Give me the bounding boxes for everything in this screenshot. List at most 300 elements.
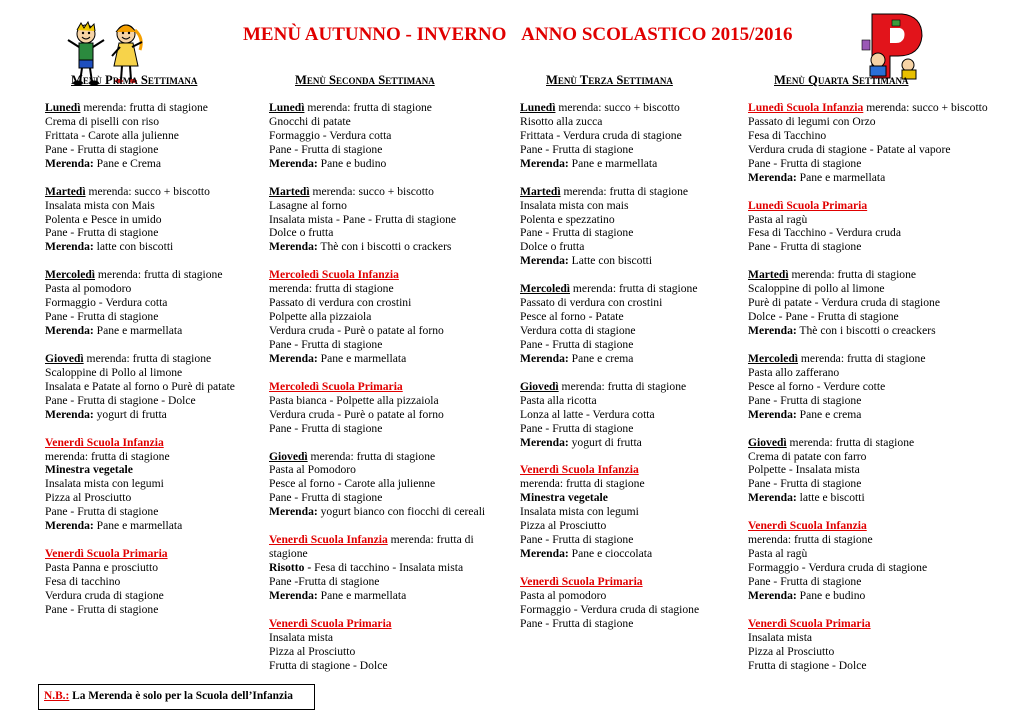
menu-line-text: Pane - Frutta di stagione (520, 616, 634, 630)
menu-line-text: Fesa di tacchino - Insalata mista (311, 561, 464, 575)
menu-line-text: Polenta e spezzatino (520, 212, 615, 226)
menu-line (45, 199, 300, 213)
menu-line (748, 547, 1003, 561)
menu-line-text: Pane e crema (568, 351, 634, 365)
menu-line (748, 659, 1003, 673)
menu-line (45, 296, 300, 310)
week-heading: Menù Prima Settimana (71, 73, 198, 87)
day-header-line (269, 268, 524, 282)
menu-line-text: Pane e marmellata (93, 324, 183, 338)
menu-line (269, 129, 524, 143)
menu-line-text: latte e biscotti (796, 491, 865, 505)
menu-line-text: Scaloppine di pollo al limone (748, 282, 885, 296)
menu-line-text: Pane -Frutta di stagione (269, 575, 380, 589)
day-snack-note: merenda: frutta di stagione (80, 100, 208, 114)
menu-line-text: Gnocchi di patate (269, 114, 351, 128)
menu-line (269, 296, 524, 310)
day-block (269, 185, 524, 255)
day-snack-note: merenda: succo + biscotto (85, 184, 210, 198)
menu-line-text: Pane - Frutta di stagione (45, 602, 159, 616)
day-header-line (45, 185, 300, 199)
menu-line-text: Pasta allo zafferano (748, 365, 840, 379)
menu-line-text: Pane - Frutta di stagione (748, 156, 862, 170)
day-name: Martedì (45, 184, 86, 198)
menu-line-text: Pane - Frutta di stagione (520, 421, 634, 435)
menu-line (269, 213, 524, 227)
day-header-line (748, 436, 1003, 450)
day-block (269, 450, 524, 520)
day-block (748, 436, 1003, 506)
menu-line-text: Pizza al Prosciutto (748, 644, 835, 658)
day-block (45, 547, 300, 617)
menu-line (45, 143, 300, 157)
menu-line (269, 547, 524, 561)
menu-line (269, 310, 524, 324)
menu-line-text: Crema di piselli con riso (45, 114, 159, 128)
menu-line (520, 617, 775, 631)
day-snack-note: merenda: succo + biscotto (863, 100, 988, 114)
day-block (269, 380, 524, 436)
menu-line (520, 226, 775, 240)
day-block (520, 101, 775, 171)
menu-line-text: Pesce al forno - Verdure cotte (748, 379, 886, 393)
menu-line (45, 213, 300, 227)
menu-line (269, 240, 524, 254)
day-block (520, 380, 775, 450)
menu-line-text: Pasta al pomodoro (45, 282, 132, 296)
menu-line-label: Merenda: (45, 324, 94, 338)
menu-line (45, 463, 300, 477)
day-block (45, 101, 300, 171)
week-heading: Menù Quarta Settimana (774, 73, 909, 87)
menu-line (45, 157, 300, 171)
menu-line (269, 394, 524, 408)
menu-line-label: Merenda: (520, 547, 569, 561)
menu-line-text: Frutta di stagione - Dolce (748, 658, 867, 672)
day-name: Lunedì (520, 100, 556, 114)
day-block (520, 575, 775, 631)
menu-line-text: merenda: frutta di stagione (269, 282, 394, 296)
day-snack-note: merenda: succo + biscotto (309, 184, 434, 198)
menu-line-text: Pane - Frutta di stagione (520, 338, 634, 352)
menu-line-text: Passato di legumi con Orzo (748, 114, 876, 128)
day-name: Venerdì Scuola Infanzia (269, 533, 388, 547)
menu-line (269, 115, 524, 129)
menu-line (45, 519, 300, 533)
menu-line (520, 338, 775, 352)
menu-line (45, 226, 300, 240)
menu-line-text: Pane - Frutta di stagione (520, 142, 634, 156)
menu-line (269, 338, 524, 352)
day-header-line (748, 519, 1003, 533)
day-name: Martedì (520, 184, 561, 198)
menu-line (45, 589, 300, 603)
menu-line (748, 589, 1003, 603)
day-name: Mercoledì (520, 282, 571, 296)
menu-line (269, 463, 524, 477)
day-header-line (269, 617, 524, 631)
day-header-line (520, 101, 775, 115)
menu-line-text: Formaggio - Verdura cotta (269, 128, 392, 142)
menu-line (45, 129, 300, 143)
day-name: Lunedì Scuola Primaria (748, 198, 868, 212)
menu-line-text: Pane - Frutta di stagione (269, 421, 383, 435)
menu-line (520, 157, 775, 171)
menu-line (520, 310, 775, 324)
menu-line (748, 491, 1003, 505)
menu-line (269, 324, 524, 338)
menu-line (269, 491, 524, 505)
menu-line-text: Frittata - Verdura cruda di stagione (520, 128, 682, 142)
menu-line-text: Fesa di Tacchino (748, 128, 827, 142)
menu-line (520, 240, 775, 254)
menu-line-text: Verdura cruda di stagione - Patate al vapore (748, 142, 951, 156)
menu-line-text: Pasta bianca - Polpette alla pizzaiola (269, 393, 439, 407)
menu-line (269, 282, 524, 296)
day-name: Giovedì (748, 435, 787, 449)
menu-line (269, 589, 524, 603)
menu-line (45, 115, 300, 129)
day-snack-note: merenda: frutta di stagione (786, 435, 915, 449)
page-title (243, 24, 792, 46)
menu-line (520, 408, 775, 422)
menu-line-text: Insalata mista - Pane - Frutta di stagione (269, 212, 457, 226)
menu-line-text: Verdura cruda - Purè o patate al forno (269, 407, 444, 421)
day-snack-note: merenda: frutta di stagione (788, 268, 917, 282)
menu-line-text: Fesa di tacchino (45, 575, 121, 589)
day-snack-note: merenda: frutta di stagione (304, 100, 432, 114)
menu-line-text: yogurt di frutta (568, 435, 642, 449)
menu-line-label: Merenda: (269, 156, 318, 170)
menu-line (45, 603, 300, 617)
menu-line (748, 115, 1003, 129)
menu-line-label: Merenda: (45, 519, 94, 533)
day-block (45, 268, 300, 338)
menu-line (520, 115, 775, 129)
menu-line (269, 645, 524, 659)
menu-line-text: Pane e Crema (93, 156, 162, 170)
menu-line (45, 240, 300, 254)
day-header-line (748, 617, 1003, 631)
menu-line-text: yogurt bianco con fiocchi di cereali (317, 505, 486, 519)
menu-line (269, 659, 524, 673)
menu-line (520, 296, 775, 310)
day-name: Mercoledì Scuola Primaria (269, 379, 403, 393)
menu-line-text: Pane - Frutta di stagione (269, 491, 383, 505)
menu-line-label: Merenda: (520, 156, 569, 170)
menu-line (748, 408, 1003, 422)
day-block (748, 352, 1003, 422)
day-name: Mercoledì (748, 351, 799, 365)
menu-line (748, 296, 1003, 310)
day-header-line (269, 101, 524, 115)
menu-line (520, 213, 775, 227)
menu-line-text: Pane e marmellata (317, 589, 407, 602)
menu-line-text: merenda: frutta di stagione (748, 533, 873, 547)
menu-line (520, 324, 775, 338)
menu-line (748, 282, 1003, 296)
day-header-line (748, 101, 1003, 115)
menu-line-text: Pane - Frutta di stagione (748, 393, 862, 407)
day-header-line (269, 380, 524, 394)
menu-line-text: Pane - Frutta di stagione (269, 338, 383, 352)
menu-line (520, 519, 775, 533)
menu-line (520, 129, 775, 143)
menu-line (269, 157, 524, 171)
menu-line-text: merenda: frutta di stagione (520, 477, 645, 491)
menu-line-label: Merenda: (748, 407, 797, 421)
menu-line-text: merenda: frutta di stagione (45, 449, 170, 463)
menu-line-text: Pesce al forno - Patate (520, 310, 624, 324)
menu-line (748, 366, 1003, 380)
menu-line (748, 561, 1003, 575)
menu-line-text: Pasta al ragù (748, 212, 808, 226)
menu-line-label: Merenda: (45, 240, 94, 254)
letter-p-clipart-logo (858, 10, 928, 82)
day-name: Venerdì Scuola Infanzia (45, 435, 164, 449)
menu-line (520, 254, 775, 268)
menu-line (45, 282, 300, 296)
menu-line (520, 603, 775, 617)
menu-line-text: Frutta di stagione - Dolce (269, 658, 388, 672)
menu-line (520, 143, 775, 157)
menu-line-text: Pizza al Prosciutto (520, 519, 607, 533)
menu-line (520, 589, 775, 603)
menu-line-label: Merenda: (269, 351, 318, 365)
day-header-line (45, 547, 300, 561)
menu-line (748, 394, 1003, 408)
menu-line (748, 324, 1003, 338)
menu-line (269, 477, 524, 491)
title-main: MENÙ AUTUNNO - INVERNO (243, 24, 507, 45)
menu-line-text: Pasta al Pomodoro (269, 463, 356, 477)
menu-line-text: Pizza al Prosciutto (269, 644, 356, 658)
menu-line (748, 645, 1003, 659)
day-snack-note: merenda: frutta di stagione (83, 351, 212, 365)
menu-line (520, 422, 775, 436)
day-name: Martedì (269, 184, 310, 198)
day-snack-note: merenda: frutta di stagione (558, 379, 687, 393)
menu-line-text: Pane e marmellata (796, 170, 886, 184)
menu-line-text: Dolce o frutta (269, 226, 334, 240)
day-snack-note: merenda: frutta di stagione (560, 184, 689, 198)
day-name: Venerdì Scuola Primaria (748, 616, 871, 630)
day-header-line (520, 463, 775, 477)
day-snack-note: merenda: frutta di stagione (570, 282, 698, 296)
menu-line (748, 380, 1003, 394)
menu-line-text: Pane - Frutta di stagione - Dolce (45, 393, 196, 407)
menu-line-text: Insalata mista con Mais (45, 198, 155, 212)
day-header-line (269, 450, 524, 464)
menu-line-text: Pane - Frutta di stagione (748, 575, 862, 589)
day-name: Venerdì Scuola Primaria (45, 547, 168, 561)
menu-line-text: Verdura cruda di stagione (45, 589, 164, 602)
day-name: Venerdì Scuola Primaria (269, 616, 392, 630)
menu-line (748, 533, 1003, 547)
day-block (748, 199, 1003, 255)
menu-line-text: Dolce - Pane - Frutta di stagione (748, 310, 899, 324)
day-header-line (748, 268, 1003, 282)
menu-line-text: yogurt di frutta (93, 407, 167, 421)
day-block (45, 185, 300, 255)
menu-line-label: Merenda: (748, 491, 797, 505)
week-column-3 (520, 74, 775, 645)
menu-line-label: Merenda: (269, 240, 318, 254)
day-name: Mercoledì Scuola Infanzia (269, 268, 399, 282)
day-header-line (520, 282, 775, 296)
menu-line (45, 575, 300, 589)
menu-line-text: Polenta e Pesce in umido (45, 212, 162, 226)
menu-line (748, 213, 1003, 227)
menu-line-text: Insalata mista con mais (520, 198, 629, 212)
day-header-line (45, 268, 300, 282)
menu-line (748, 129, 1003, 143)
menu-line-text: Pane - Frutta di stagione (520, 226, 634, 240)
menu-line (269, 408, 524, 422)
menu-line (520, 199, 775, 213)
day-name: Giovedì (520, 379, 559, 393)
menu-line-text: Pane e crema (796, 407, 862, 421)
menu-line-text: Crema di patate con farro (748, 449, 867, 463)
menu-line-text: Passato di verdura con crostini (269, 296, 412, 310)
menu-line-text: Minestra vegetale (520, 491, 608, 505)
menu-line (45, 450, 300, 464)
day-block (748, 617, 1003, 673)
menu-line-text: Fesa di Tacchino - Verdura cruda (748, 226, 901, 240)
menu-line (269, 561, 524, 575)
menu-line (45, 310, 300, 324)
day-header-line (520, 575, 775, 589)
menu-line (520, 505, 775, 519)
day-name: Lunedì (269, 100, 305, 114)
menu-line (748, 143, 1003, 157)
menu-line (45, 477, 300, 491)
menu-line (748, 240, 1003, 254)
menu-line-text: latte con biscotti (93, 240, 174, 254)
menu-line-text: Pane - Frutta di stagione (45, 142, 159, 156)
day-block (520, 185, 775, 269)
menu-line (520, 436, 775, 450)
menu-line (269, 226, 524, 240)
menu-line-label: Merenda: (748, 589, 797, 602)
menu-line (45, 366, 300, 380)
day-block (269, 268, 524, 366)
menu-line-text: Pane - Frutta di stagione (45, 505, 159, 519)
day-name: Venerdì Scuola Infanzia (520, 463, 639, 477)
menu-line-text: Pesce al forno - Carote alla julienne (269, 477, 436, 491)
day-snack-note: merenda: frutta di stagione (307, 449, 436, 463)
day-block (748, 101, 1003, 185)
menu-line-label: Merenda: (45, 407, 94, 421)
menu-line-text: Formaggio - Verdura cotta (45, 296, 168, 310)
menu-line (520, 533, 775, 547)
day-header-line (520, 380, 775, 394)
footnote-text: La Merenda è solo per la Scuola dell’Infanzia (69, 690, 293, 702)
menu-line-text: Lonza al latte - Verdura cotta (520, 407, 655, 421)
menu-line-label: Merenda: (45, 156, 94, 170)
menu-line-text: Pane e cioccolata (568, 547, 653, 561)
menu-line-text: Minestra vegetale (45, 463, 133, 477)
week-column-2 (269, 74, 524, 687)
menu-line (269, 199, 524, 213)
menu-line-text: Pane e budino (317, 156, 387, 170)
menu-line-text: Pizza al Prosciutto (45, 491, 132, 505)
day-name: Martedì (748, 268, 789, 282)
day-header-line (748, 199, 1003, 213)
day-header-line (45, 352, 300, 366)
menu-line-text: Scaloppine di Pollo al limone (45, 365, 183, 379)
day-name: Venerdì Scuola Infanzia (748, 519, 867, 533)
menu-line-text: Insalata e Patate al forno o Purè di patate (45, 379, 235, 393)
day-header-line (269, 185, 524, 199)
menu-line-text: Pane e marmellata (317, 351, 407, 365)
menu-line-text: Pane e marmellata (93, 519, 183, 533)
menu-line-text: Purè di patate - Verdura cruda di stagione (748, 296, 940, 310)
day-name: Lunedì (45, 100, 81, 114)
day-header-line (748, 352, 1003, 366)
menu-line (748, 631, 1003, 645)
menu-line (520, 352, 775, 366)
day-block (269, 533, 524, 603)
footnote-box (38, 684, 315, 710)
day-snack-note: merenda: succo + biscotto (555, 100, 680, 114)
menu-line-label: Merenda: (269, 589, 318, 602)
menu-line (748, 575, 1003, 589)
menu-line-text: Pane - Frutta di stagione (520, 533, 634, 547)
menu-line-text: Pasta al ragù (748, 547, 808, 561)
menu-line (269, 143, 524, 157)
menu-line (45, 394, 300, 408)
week-column-1 (45, 74, 300, 631)
day-name: Lunedì Scuola Infanzia (748, 100, 864, 114)
menu-line (45, 324, 300, 338)
day-header-line (269, 533, 524, 547)
menu-line-label: Merenda: (748, 170, 797, 184)
menu-line (748, 157, 1003, 171)
menu-line (269, 631, 524, 645)
day-block (45, 436, 300, 534)
menu-line (520, 394, 775, 408)
menu-line-text: Insalata mista con legumi (45, 477, 164, 491)
menu-line-text: Thè con i biscotti o creackers (796, 324, 936, 338)
footnote-label: N.B.: (44, 690, 70, 702)
day-name: Giovedì (45, 351, 84, 365)
day-snack-note: merenda: frutta di (387, 533, 474, 547)
menu-line (45, 561, 300, 575)
menu-line (520, 477, 775, 491)
menu-line-text: Dolce o frutta (520, 240, 585, 254)
day-name: Mercoledì (45, 268, 96, 282)
day-block (45, 352, 300, 422)
menu-line (748, 310, 1003, 324)
menu-line-text: Thè con i biscotti o crackers (317, 240, 452, 254)
menu-line (45, 491, 300, 505)
menu-line (748, 450, 1003, 464)
menu-line-label: Merenda: (520, 435, 569, 449)
day-header-line (520, 185, 775, 199)
menu-line-text: Formaggio - Verdura cruda di stagione (520, 602, 700, 616)
menu-line-text: Pane - Frutta di stagione (269, 142, 383, 156)
menu-line (520, 491, 775, 505)
menu-line (269, 575, 524, 589)
menu-line (748, 226, 1003, 240)
day-snack-note: merenda: frutta di stagione (798, 351, 926, 365)
week-column-4 (748, 74, 1003, 687)
menu-line-label: Risotto - (269, 561, 312, 575)
menu-line (45, 408, 300, 422)
menu-line-text: Latte con biscotti (568, 254, 653, 268)
menu-line-text: Pasta al pomodoro (520, 589, 607, 602)
